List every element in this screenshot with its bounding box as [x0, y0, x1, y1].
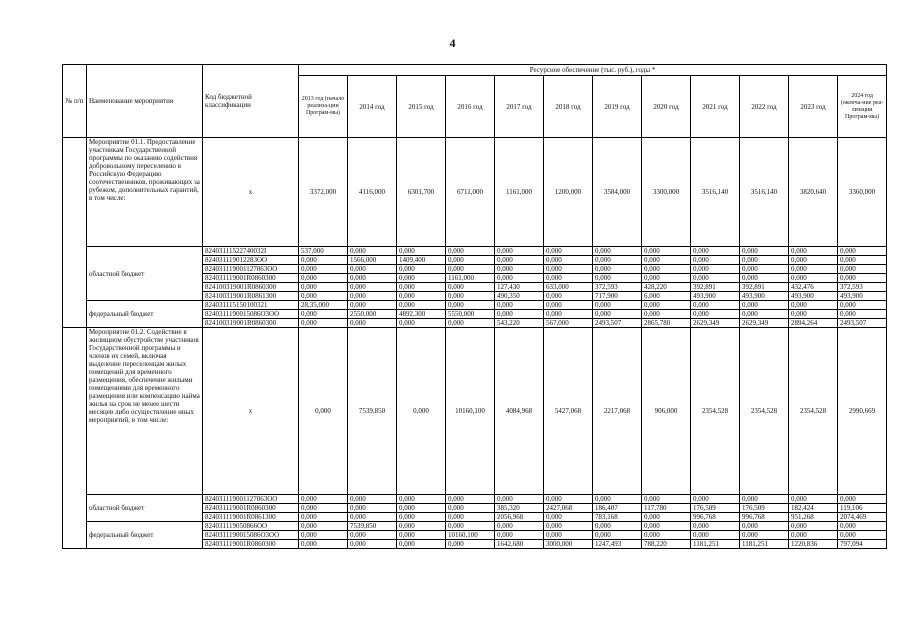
measure-total: 1200,000 — [544, 138, 593, 247]
budget-value: 783,168 — [593, 513, 642, 522]
budget-code: 824031119001R0860300 — [203, 274, 299, 283]
budget-value: 0,000 — [789, 495, 838, 504]
budget-value: 0,000 — [740, 256, 789, 265]
budget-value: 0,000 — [446, 504, 495, 513]
budget-value: 0,000 — [838, 265, 887, 274]
header-year: 2024 год (оконча-ние реа-лизации Програм-мы) — [838, 76, 887, 138]
budget-value: 0,000 — [495, 310, 544, 319]
budget-value: 0,000 — [299, 274, 348, 283]
budget-value: 2550,000 — [348, 310, 397, 319]
budget-value: 385,320 — [495, 504, 544, 513]
budget-value: 0,000 — [544, 513, 593, 522]
budget-value: 0,000 — [642, 274, 691, 283]
budget-value: 392,891 — [740, 283, 789, 292]
budget-code: 824100319001R0860300 — [203, 283, 299, 292]
header-year: 2021 год — [691, 76, 740, 138]
budget-value: 0,000 — [348, 292, 397, 301]
budget-value: 0,000 — [544, 247, 593, 256]
budget-value: 0,000 — [348, 504, 397, 513]
measure-total: 1161,000 — [495, 138, 544, 247]
budget-value: 1220,836 — [789, 540, 838, 549]
budget-value: 951,268 — [789, 513, 838, 522]
table-row — [63, 495, 887, 504]
budget-value: 0,000 — [299, 495, 348, 504]
budget-value: 493,900 — [838, 292, 887, 301]
budget-value: 0,000 — [740, 531, 789, 540]
measure-total: 2354,528 — [789, 328, 838, 495]
table-row — [63, 301, 887, 310]
budget-value: 788,220 — [642, 540, 691, 549]
budget-value: 0,000 — [446, 495, 495, 504]
budget-value: 0,000 — [397, 247, 446, 256]
budget-value: 0,000 — [299, 310, 348, 319]
budget-value: 0,000 — [544, 256, 593, 265]
budget-value: 0,000 — [348, 274, 397, 283]
budget-value: 2865,780 — [642, 319, 691, 328]
measure-row — [63, 328, 887, 495]
budget-code: 824031115150100321 — [203, 301, 299, 310]
budget-value: 0,000 — [348, 283, 397, 292]
budget-value: 0,000 — [691, 274, 740, 283]
table-row — [63, 247, 887, 256]
budget-value: 0,000 — [691, 531, 740, 540]
budget-value: 0,000 — [642, 265, 691, 274]
budget-value: 4892,300 — [397, 310, 446, 319]
budget-value: 0,000 — [446, 247, 495, 256]
budget-value: 0,000 — [642, 513, 691, 522]
budget-value: 0,000 — [397, 265, 446, 274]
measure-total: 2354,528 — [740, 328, 789, 495]
budget-value: 0,000 — [544, 531, 593, 540]
budget-value: 0,000 — [544, 301, 593, 310]
budget-value: 10160,100 — [446, 531, 495, 540]
budget-value: 0,000 — [642, 247, 691, 256]
budget-value: 0,000 — [740, 265, 789, 274]
budget-value: 0,000 — [299, 292, 348, 301]
header-year: 2018 год — [544, 76, 593, 138]
budget-value: 0,000 — [838, 495, 887, 504]
budget-value: 0,000 — [691, 265, 740, 274]
budget-value: 432,476 — [789, 283, 838, 292]
budget-value: 2629,349 — [691, 319, 740, 328]
header-no: № п/п — [63, 65, 87, 138]
header-year: 2016 год — [446, 76, 495, 138]
budget-value: 182,424 — [789, 504, 838, 513]
header-year: 2019 год — [593, 76, 642, 138]
budget-value: 0,000 — [397, 495, 446, 504]
budget-value: 493,900 — [789, 292, 838, 301]
budget-value: 717,900 — [593, 292, 642, 301]
measure-total: 2990,669 — [838, 328, 887, 495]
budget-value: 0,000 — [397, 513, 446, 522]
budget-value: 0,000 — [691, 310, 740, 319]
budget-value: 372,593 — [593, 283, 642, 292]
budget-value: 493,900 — [740, 292, 789, 301]
budget-value: 0,000 — [544, 495, 593, 504]
budget-value: 0,000 — [495, 274, 544, 283]
budget-value: 2493,507 — [593, 319, 642, 328]
budget-code: 824100319001R0861300 — [203, 292, 299, 301]
budget-value: 0,000 — [348, 495, 397, 504]
budget-value: 0,000 — [446, 283, 495, 292]
budget-code: 8240311190015086O3OO — [203, 531, 299, 540]
budget-code: 824031119001R0860300 — [203, 504, 299, 513]
budget-value: 1409,400 — [397, 256, 446, 265]
budget-value: 0,000 — [495, 247, 544, 256]
measure-code: х — [203, 328, 299, 495]
budget-value: 0,000 — [397, 531, 446, 540]
budget-value: 0,000 — [789, 265, 838, 274]
budget-value: 1247,493 — [593, 540, 642, 549]
budget-value: 0,000 — [446, 265, 495, 274]
measure-total: 2354,528 — [691, 328, 740, 495]
budget-source-label: областной бюджет — [87, 247, 203, 301]
budget-value: 0,000 — [397, 522, 446, 531]
budget-code: 824031119050866OO — [203, 522, 299, 531]
budget-value: 6,000 — [642, 292, 691, 301]
budget-value: 0,000 — [642, 256, 691, 265]
budget-value: 543,220 — [495, 319, 544, 328]
budget-value: 0,000 — [348, 513, 397, 522]
budget-value: 0,000 — [593, 310, 642, 319]
measure-total: 3300,000 — [642, 138, 691, 247]
budget-value: 0,000 — [446, 319, 495, 328]
header-code: Код бюджетной классификации — [203, 65, 299, 138]
budget-value: 28,35,000 — [299, 301, 348, 310]
budget-value: 0,000 — [544, 522, 593, 531]
budget-value: 428,220 — [642, 283, 691, 292]
budget-value: 0,000 — [446, 301, 495, 310]
budget-value: 0,000 — [593, 495, 642, 504]
measure-total: 2217,068 — [593, 328, 642, 495]
budget-value: 2894,264 — [789, 319, 838, 328]
header-year: 2017 год — [495, 76, 544, 138]
budget-value: 0,000 — [299, 319, 348, 328]
budget-value: 0,000 — [299, 531, 348, 540]
budget-code: 82403111522740032I — [203, 247, 299, 256]
budget-value: 0,000 — [789, 247, 838, 256]
measure-no-cell — [63, 328, 87, 549]
budget-value: 567,000 — [544, 319, 593, 328]
measure-total: 5427,068 — [544, 328, 593, 495]
budget-code: 824031119012283OO — [203, 256, 299, 265]
budget-source-label: областной бюджет — [87, 495, 203, 522]
budget-value: 0,000 — [348, 301, 397, 310]
budget-value: 0,000 — [397, 283, 446, 292]
budget-value: 0,000 — [544, 310, 593, 319]
measure-total: 3584,000 — [593, 138, 642, 247]
budget-value: 0,000 — [446, 256, 495, 265]
header-year: 2023 год — [789, 76, 838, 138]
budget-value: 0,000 — [495, 495, 544, 504]
budget-value: 0,000 — [397, 540, 446, 549]
budget-value: 1161,000 — [446, 274, 495, 283]
budget-value: 5550,000 — [446, 310, 495, 319]
budget-value: 537,000 — [299, 247, 348, 256]
budget-value: 0,000 — [495, 265, 544, 274]
measure-total: 3372,000 — [299, 138, 348, 247]
budget-value: 0,000 — [642, 301, 691, 310]
budget-value: 0,000 — [299, 504, 348, 513]
header-year: 2020 год — [642, 76, 691, 138]
budget-code: 824031119001R0860300 — [203, 540, 299, 549]
budget-value: 0,000 — [593, 522, 642, 531]
budget-value: 0,000 — [593, 247, 642, 256]
budget-value: 797,094 — [838, 540, 887, 549]
budget-value: 1181,251 — [740, 540, 789, 549]
budget-table — [62, 64, 887, 549]
budget-value: 0,000 — [299, 513, 348, 522]
budget-value: 0,000 — [789, 274, 838, 283]
budget-value: 7539,850 — [348, 522, 397, 531]
budget-value: 0,000 — [593, 274, 642, 283]
budget-source-label: федеральный бюджет — [87, 522, 203, 549]
budget-value: 0,000 — [397, 319, 446, 328]
budget-value: 0,000 — [495, 256, 544, 265]
budget-value: 0,000 — [397, 274, 446, 283]
budget-value: 0,000 — [593, 265, 642, 274]
budget-value: 0,000 — [642, 522, 691, 531]
measure-total: 3360,000 — [838, 138, 887, 247]
budget-value: 0,000 — [446, 292, 495, 301]
budget-code: 8240311190015086O3OO — [203, 310, 299, 319]
budget-value: 0,000 — [397, 504, 446, 513]
measure-total: 0,000 — [299, 328, 348, 495]
budget-value: 0,000 — [299, 265, 348, 274]
budget-value: 127,430 — [495, 283, 544, 292]
header-year: 2014 год — [348, 76, 397, 138]
budget-value: 0,000 — [740, 247, 789, 256]
budget-value: 0,000 — [348, 247, 397, 256]
measure-total: 4084,968 — [495, 328, 544, 495]
page-number: 4 — [449, 36, 456, 50]
budget-value: 0,000 — [299, 283, 348, 292]
measure-total: 6301,700 — [397, 138, 446, 247]
measure-row — [63, 138, 887, 247]
budget-value: 0,000 — [691, 301, 740, 310]
budget-value: 0,000 — [446, 513, 495, 522]
budget-value: 0,000 — [299, 256, 348, 265]
measure-total: 3820,640 — [789, 138, 838, 247]
budget-value: 0,000 — [789, 310, 838, 319]
measure-total: 906,000 — [642, 328, 691, 495]
budget-value: 0,000 — [789, 301, 838, 310]
budget-value: 0,000 — [397, 292, 446, 301]
budget-value: 0,000 — [446, 522, 495, 531]
budget-value: 0,000 — [299, 522, 348, 531]
budget-value: 0,000 — [838, 531, 887, 540]
budget-value: 996,768 — [691, 513, 740, 522]
header-name: Наименование мероприятия — [87, 65, 203, 138]
budget-value: 0,000 — [838, 247, 887, 256]
budget-value: 0,000 — [593, 301, 642, 310]
budget-value: 0,000 — [789, 256, 838, 265]
budget-value: 0,000 — [544, 292, 593, 301]
budget-value: 0,000 — [838, 310, 887, 319]
measure-no-cell — [63, 138, 87, 328]
budget-value: 0,000 — [789, 522, 838, 531]
budget-value: 0,000 — [593, 531, 642, 540]
budget-value: 2427,068 — [544, 504, 593, 513]
budget-value: 1642,680 — [495, 540, 544, 549]
budget-value: 2629,349 — [740, 319, 789, 328]
budget-value: 176,509 — [740, 504, 789, 513]
budget-value: 1181,251 — [691, 540, 740, 549]
measure-name: Мероприятие 01.2. Содействие в жилищном обустройстве участников Государственной программы и членов их семей, включая выделение переселенцам жилых помещений для временного размещения, обеспечение жилыми помещениями для временного размещения или компенсацию найма жилья на срок не менее шести месяцев либо осуществление иных мероприятий, в том числе: — [87, 328, 203, 495]
budget-value: 0,000 — [544, 265, 593, 274]
budget-code: 824100319001R0860300 — [203, 319, 299, 328]
budget-value: 0,000 — [495, 531, 544, 540]
budget-value: 0,000 — [740, 274, 789, 283]
budget-value: 372,593 — [838, 283, 887, 292]
budget-value: 186,407 — [593, 504, 642, 513]
budget-value: 0,000 — [740, 310, 789, 319]
measure-total: 0,000 — [397, 328, 446, 495]
budget-code: 824031119001127063OO — [203, 265, 299, 274]
budget-value: 996,768 — [740, 513, 789, 522]
budget-value: 0,000 — [348, 540, 397, 549]
budget-value: 0,000 — [691, 256, 740, 265]
budget-value: 0,000 — [348, 531, 397, 540]
header-year: 2015 год — [397, 76, 446, 138]
budget-value: 0,000 — [838, 522, 887, 531]
budget-value: 0,000 — [495, 522, 544, 531]
budget-value: 1566,000 — [348, 256, 397, 265]
budget-value: 3000,000 — [544, 540, 593, 549]
measure-total: 6711,000 — [446, 138, 495, 247]
budget-value: 0,000 — [838, 256, 887, 265]
measure-code: х — [203, 138, 299, 247]
header-resources: Ресурсное обеспечение (тыс. руб.), годы * — [299, 65, 887, 76]
budget-value: 392,891 — [691, 283, 740, 292]
budget-value: 0,000 — [642, 310, 691, 319]
budget-value: 0,000 — [691, 247, 740, 256]
budget-value: 0,000 — [348, 265, 397, 274]
budget-value: 0,000 — [740, 495, 789, 504]
budget-value: 0,000 — [740, 522, 789, 531]
budget-value: 0,000 — [838, 301, 887, 310]
measure-total: 10160,100 — [446, 328, 495, 495]
budget-value: 0,000 — [642, 531, 691, 540]
header-year: 2013 год (начало реализа-ции Програм-мы) — [299, 76, 348, 138]
budget-source-label: федеральный бюджет — [87, 301, 203, 328]
budget-value: 2493,507 — [838, 319, 887, 328]
header-year: 2022 год — [740, 76, 789, 138]
budget-code: 824031119001R0861300 — [203, 513, 299, 522]
budget-value: 493,900 — [691, 292, 740, 301]
measure-total: 3516,140 — [691, 138, 740, 247]
budget-value: 0,000 — [838, 274, 887, 283]
budget-value: 490,350 — [495, 292, 544, 301]
budget-value: 0,000 — [299, 540, 348, 549]
budget-value: 0,000 — [642, 495, 691, 504]
budget-value: 2056,968 — [495, 513, 544, 522]
budget-value: 0,000 — [446, 540, 495, 549]
budget-value: 0,000 — [691, 495, 740, 504]
budget-value: 0,000 — [691, 522, 740, 531]
budget-value: 119,106 — [838, 504, 887, 513]
measure-name: Мероприятие 01.1. Предоставление участникам Государственной программы по оказанию содействия добровольному переселению в Российскую Федерацию соотечественников, проживающих за рубежом, дополнительных гарантий, в том числе: — [87, 138, 203, 247]
budget-value: 0,000 — [495, 301, 544, 310]
budget-value: 633,000 — [544, 283, 593, 292]
table-row — [63, 522, 887, 531]
budget-value: 0,000 — [348, 319, 397, 328]
budget-value: 0,000 — [544, 274, 593, 283]
budget-value: 0,000 — [740, 301, 789, 310]
measure-total: 7539,850 — [348, 328, 397, 495]
budget-code: 824031119001127063OO — [203, 495, 299, 504]
budget-value: 0,000 — [789, 531, 838, 540]
budget-value: 0,000 — [593, 256, 642, 265]
budget-value: 117,780 — [642, 504, 691, 513]
budget-value: 2074,469 — [838, 513, 887, 522]
measure-total: 4116,000 — [348, 138, 397, 247]
budget-value: 176,509 — [691, 504, 740, 513]
budget-value: 0,000 — [397, 301, 446, 310]
measure-total: 3516,140 — [740, 138, 789, 247]
